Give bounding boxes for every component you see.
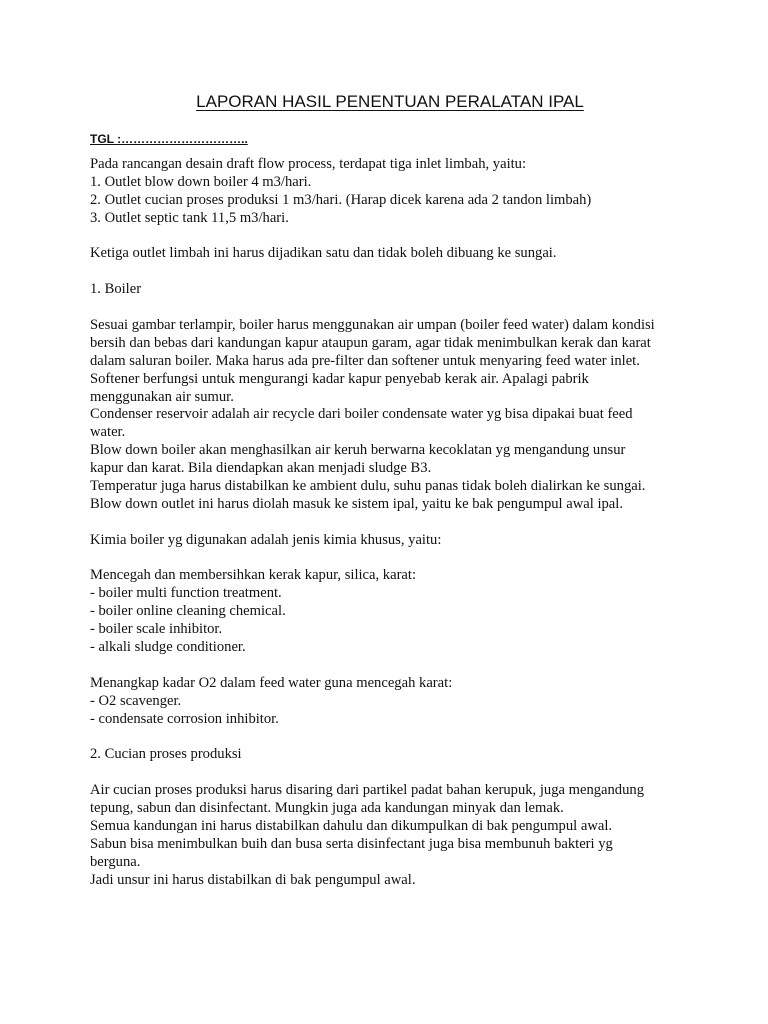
document-page (90, 92, 690, 890)
text-line: - condensate corrosion inhibitor. (90, 710, 279, 727)
text-line: Kimia boiler yg digunakan adalah jenis kimia khusus, yaitu: (90, 531, 442, 548)
text-line: Mencegah dan membersihkan kerak kapur, silica, karat: (90, 567, 417, 584)
text-line: Blow down outlet ini harus diolah masuk ke sistem ipal, yaitu ke bak pengumpul awal ipal. (90, 495, 623, 512)
text-line: 1. Boiler (90, 281, 142, 298)
text-line: - boiler scale inhibitor. (90, 621, 223, 638)
text-line: Blow down boiler akan menghasilkan air keruh berwarna kecoklatan yg mengandung unsur (90, 442, 626, 459)
text-line: menggunakan air sumur. (90, 388, 234, 405)
paragraph-gap (90, 228, 690, 246)
text-line: Air cucian proses produksi harus disaring dari partikel padat bahan kerupuk, juga mengandung (90, 782, 644, 799)
date-label: TGL :………………………….. (90, 132, 248, 146)
text-line: 2. Outlet cucian proses produksi 1 m3/hari. (Harap dicek karena ada 2 tandon limbah) (90, 191, 592, 208)
text-line: dalam saluran boiler. Maka harus ada pre-filter dan softener untuk menyaring feed water inlet. (90, 352, 640, 369)
text-line: Condenser reservoir adalah air recycle dari boiler condensate water yg bisa dipakai buat feed (90, 406, 633, 423)
text-line: 1. Outlet blow down boiler 4 m3/hari. (90, 173, 312, 190)
paragraph-gap (90, 657, 690, 675)
text-line: berguna. (90, 853, 141, 870)
text-line: 2. Cucian proses produksi (90, 746, 242, 763)
text-line: Jadi unsur ini harus distabilkan di bak pengumpul awal. (90, 871, 416, 888)
document-title-text: LAPORAN HASIL PENENTUAN PERALATAN IPAL (196, 92, 584, 111)
text-line: 3. Outlet septic tank 11,5 m3/hari. (90, 209, 289, 226)
text-line: - boiler online cleaning chemical. (90, 603, 286, 620)
text-line: Temperatur juga harus distabilkan ke ambient dulu, suhu panas tidak boleh dialirkan ke sungai. (90, 478, 646, 495)
paragraph-gap (90, 764, 690, 782)
text-line: tepung, sabun dan disinfectant. Mungkin juga ada kandungan minyak dan lemak. (90, 800, 564, 817)
paragraph-gap (90, 299, 690, 317)
paragraph-gap (90, 729, 690, 747)
text-line: water. (90, 424, 126, 441)
text-line: - boiler multi function treatment. (90, 585, 282, 602)
text-line: bersih dan bebas dari kandungan kapur ataupun garam, agar tidak menimbulkan kerak dan karat (90, 334, 651, 351)
text-line: - O2 scavenger. (90, 692, 182, 709)
paragraph-gap (90, 550, 690, 568)
text-line: - alkali sludge conditioner. (90, 639, 246, 656)
text-line: Sabun bisa menimbulkan buih dan busa serta disinfectant juga bisa membunuh bakteri yg (90, 835, 613, 852)
text-line: Ketiga outlet limbah ini harus dijadikan satu dan tidak boleh dibuang ke sungai. (90, 245, 557, 262)
paragraph-gap (90, 514, 690, 532)
text-line: Sesuai gambar terlampir, boiler harus menggunakan air umpan (boiler feed water) dalam kondisi (90, 317, 655, 334)
text-line: Softener berfungsi untuk mengurangi kadar kapur penyebab kerak air. Apalagi pabrik (90, 370, 589, 387)
text-line: Pada rancangan desain draft flow process, terdapat tiga inlet limbah, yaitu: (90, 156, 527, 172)
text-line: Semua kandungan ini harus distabilkan dahulu dan dikumpulkan di bak pengumpul awal. (90, 817, 613, 834)
document-body (90, 156, 690, 890)
document-title (90, 92, 690, 112)
paragraph-gap (90, 263, 690, 281)
text-line: kapur dan karat. Bila diendapkan akan menjadi sludge B3. (90, 460, 432, 477)
text-line: Menangkap kadar O2 dalam feed water guna mencegah karat: (90, 674, 453, 691)
